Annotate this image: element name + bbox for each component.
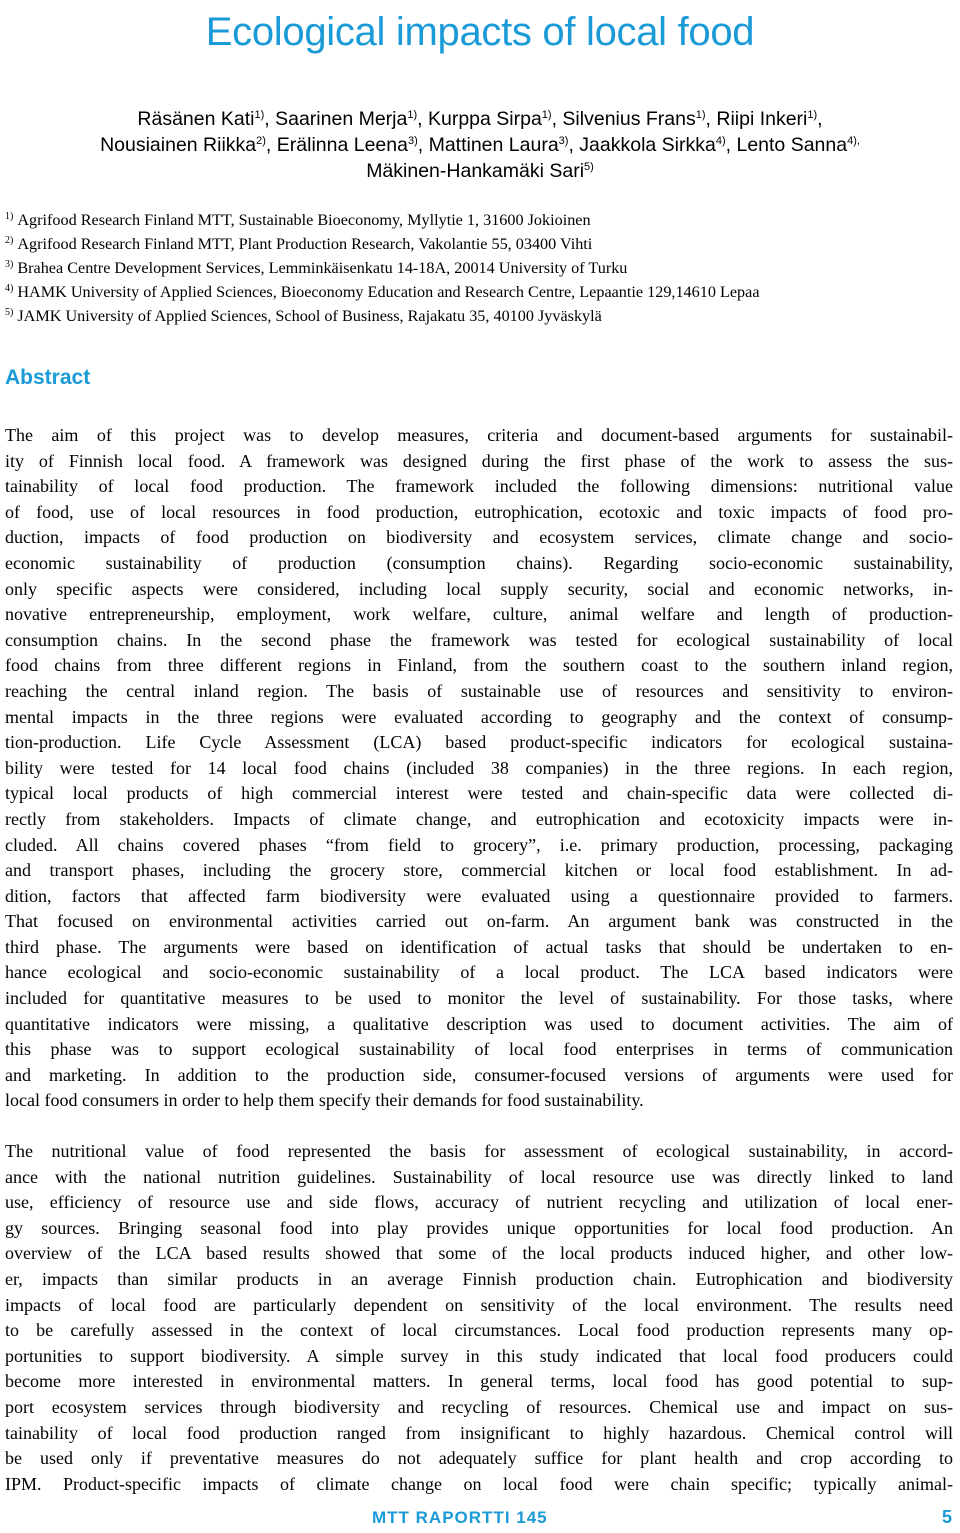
text-line: become more interested in environmental matters. In general terms, local food has good potential to sup- bbox=[5, 1371, 953, 1392]
author-separator: , bbox=[725, 134, 737, 156]
text-line: local food consumers in order to help them specify their demands for food sustainability. bbox=[5, 1090, 644, 1111]
author-line bbox=[0, 132, 960, 158]
footer-publication-title: MTT RAPORTTI 145 bbox=[372, 1508, 548, 1527]
text-line: tion-production. Life Cycle Assessment (LCA) based product-specific indicators for ecological sustaina- bbox=[5, 732, 953, 753]
author-name: Riipi Inkeri bbox=[716, 108, 808, 130]
abstract-paragraph-1 bbox=[5, 423, 953, 1114]
affiliation-number: 3) bbox=[5, 259, 14, 270]
text-line: overview of the LCA based results showed that some of the local products induced higher, and other low- bbox=[5, 1243, 953, 1264]
text-line: to be carefully assessed in the context of local circumstances. Local food production represents many op- bbox=[5, 1320, 953, 1341]
author-affiliation-ref: 1) bbox=[407, 109, 418, 121]
text-line: cluded. All chains covered phases “from field to grocery”, i.e. primary production, processing, packaging bbox=[5, 834, 953, 855]
author-name: Saarinen Merja bbox=[275, 108, 408, 130]
author-name: Räsänen Kati bbox=[137, 108, 255, 130]
affiliation-text: Brahea Centre Development Services, Lemminkäisenkatu 14-18A, 20014 University of Turku bbox=[17, 259, 628, 277]
text-line: bility were tested for 14 local food chains (included 38 companies) in the three regions. In each region, bbox=[5, 757, 953, 778]
author-separator: , bbox=[551, 108, 563, 130]
text-line: IPM. Product-specific impacts of climate change on local food were chain specific; typically animal- bbox=[5, 1473, 953, 1494]
author-line bbox=[0, 106, 960, 132]
author-list bbox=[0, 106, 960, 184]
text-line: The aim of this project was to develop measures, criteria and document-based arguments for sustainabil- bbox=[5, 425, 953, 445]
author-separator: , bbox=[417, 108, 428, 130]
text-line: gy sources. Bringing seasonal food into play provides unique opportunities for local food production. An bbox=[5, 1217, 953, 1238]
text-line: novative entrepreneurship, employment, work welfare, culture, animal welfare and length of production- bbox=[5, 604, 953, 625]
text-line: of food, use of local resources in food production, eutrophication, ecotoxic and toxic impacts of food pro- bbox=[5, 501, 953, 522]
text-line: ance with the national nutrition guidelines. Sustainability of local resource use was directly linked to land bbox=[5, 1166, 953, 1187]
text-line: tainability of local food production ranged from insignificant to highly hazardous. Chemical control will bbox=[5, 1422, 953, 1443]
author-affiliation-ref: 5) bbox=[584, 161, 594, 173]
text-line: use, efficiency of resource use and side flows, accuracy of nutrient recycling and utilization of local ener- bbox=[5, 1192, 953, 1213]
affiliation-item bbox=[5, 280, 955, 304]
text-line: That focused on environmental activities carried out on-farm. An argument bank was constructed in the bbox=[5, 911, 953, 932]
author-line bbox=[0, 158, 960, 184]
author-name: Kurppa Sirpa bbox=[427, 108, 542, 130]
text-line: port ecosystem services through biodiversity and recycling of resources. Chemical use and impact on sus- bbox=[5, 1396, 953, 1417]
author-affiliation-ref: 3) bbox=[558, 135, 569, 147]
affiliation-number: 4) bbox=[5, 283, 14, 294]
text-line: food chains from three different regions in Finland, from the southern coast to the southern inland region, bbox=[5, 655, 953, 676]
affiliation-list bbox=[5, 208, 955, 328]
author-affiliation-ref: 1) bbox=[807, 109, 818, 121]
text-line: consumption chains. In the second phase the framework was tested for ecological sustainability of local bbox=[5, 629, 953, 650]
text-line: included for quantitative measures to be used to monitor the level of sustainability. For those tasks, where bbox=[5, 988, 953, 1009]
text-line: hance ecological and socio-economic sustainability of a local product. The LCA based indicators were bbox=[5, 962, 953, 983]
affiliation-text: Agrifood Research Finland MTT, Sustainable Bioeconomy, Myllytie 1, 31600 Jokioinen bbox=[17, 211, 591, 229]
author-name: Lento Sanna bbox=[736, 134, 848, 156]
author-name: Silvenius Frans bbox=[562, 108, 696, 130]
affiliation-text: Agrifood Research Finland MTT, Plant Production Research, Vakolantie 55, 03400 Vihti bbox=[17, 235, 593, 253]
affiliation-text: JAMK University of Applied Sciences, School of Business, Rajakatu 35, 40100 Jyväskylä bbox=[17, 307, 602, 325]
author-name: Mäkinen-Hankamäki Sari bbox=[366, 160, 585, 182]
author-name: Erälinna Leena bbox=[276, 134, 408, 156]
text-line: typical local products of high commercial interest were tested and chain-specific data were collected di- bbox=[5, 783, 953, 804]
affiliation-item bbox=[5, 256, 955, 280]
author-affiliation-ref: 1) bbox=[254, 109, 265, 121]
text-line: economic sustainability of production (consumption chains). Regarding socio-economic sustainability, bbox=[5, 552, 953, 573]
affiliation-item bbox=[5, 208, 955, 232]
text-line: tainability of local food production. The framework included the following dimensions: nutritional value bbox=[5, 476, 953, 497]
author-separator: , bbox=[417, 134, 429, 156]
abstract-heading: Abstract bbox=[5, 366, 91, 389]
affiliation-number: 1) bbox=[5, 211, 14, 222]
text-line: only specific aspects were considered, including local supply security, social and economic networks, in- bbox=[5, 578, 953, 599]
abstract-paragraph-2 bbox=[5, 1139, 953, 1497]
affiliation-number: 2) bbox=[5, 235, 14, 246]
author-name: Mattinen Laura bbox=[428, 134, 559, 156]
author-affiliation-ref: 2) bbox=[256, 135, 266, 147]
author-affiliation-ref: 4) bbox=[715, 135, 726, 147]
author-separator: , bbox=[265, 134, 277, 156]
text-line: rectly from stakeholders. Impacts of climate change, and eutrophication and ecotoxicity impacts were in- bbox=[5, 808, 953, 829]
text-line: and transport phases, including the grocery store, commercial kitchen or local food establishment. In ad- bbox=[5, 860, 953, 881]
affiliation-item bbox=[5, 304, 955, 328]
text-line: dition, factors that affected farm biodiversity were evaluated using a questionnaire provided to farmers. bbox=[5, 885, 953, 906]
author-separator: , bbox=[817, 108, 823, 130]
text-line: third phase. The arguments were based on identification of actual tasks that should be undertaken to en- bbox=[5, 936, 953, 957]
text-line: reaching the central inland region. The basis of sustainable use of resources and sensitivity to environ- bbox=[5, 680, 953, 701]
text-line: ity of Finnish local food. A framework was designed during the first phase of the work to assess the sus- bbox=[5, 450, 953, 471]
text-line: The nutritional value of food represented the basis for assessment of ecological sustainability, in accord- bbox=[5, 1141, 953, 1161]
text-line: portunities to support biodiversity. A simple survey in this study indicated that local food producers could bbox=[5, 1345, 953, 1366]
author-name: Nousiainen Riikka bbox=[100, 134, 257, 156]
author-separator: , bbox=[705, 108, 717, 130]
text-line: mental impacts in the three regions were evaluated according to geography and the context of consump- bbox=[5, 706, 953, 727]
author-affiliation-ref: 1) bbox=[541, 109, 552, 121]
text-line: er, impacts than similar products in an average Finnish production chain. Eutrophication and biodiversity bbox=[5, 1268, 953, 1289]
text-line: be used only if preventative measures do not adequately suffice for plant health and crop according to bbox=[5, 1448, 953, 1469]
text-line: impacts of local food are particularly dependent on sensitivity of the local environment. The results need bbox=[5, 1294, 953, 1315]
affiliation-text: HAMK University of Applied Sciences, Bioeconomy Education and Research Centre, Lepaantie 129,14610 Lepaa bbox=[17, 283, 760, 301]
text-line: duction, impacts of food production on biodiversity and ecosystem services, climate change and socio- bbox=[5, 527, 953, 548]
author-separator: , bbox=[264, 108, 276, 130]
author-affiliation-ref: 1) bbox=[695, 109, 706, 121]
text-line: and marketing. In addition to the production side, consumer-focused versions of arguments were used for bbox=[5, 1064, 953, 1085]
author-affiliation-ref: 4), bbox=[847, 135, 860, 147]
author-separator: , bbox=[568, 134, 580, 156]
text-line: this phase was to support ecological sustainability of local food enterprises in terms of communication bbox=[5, 1039, 953, 1060]
author-name: Jaakkola Sirkka bbox=[579, 134, 716, 156]
affiliation-item bbox=[5, 232, 955, 256]
page-number: 5 bbox=[941, 1507, 952, 1527]
author-affiliation-ref: 3) bbox=[407, 135, 418, 147]
affiliation-number: 5) bbox=[5, 307, 14, 318]
text-line: quantitative indicators were missing, a qualitative description was used to document activities. The aim of bbox=[5, 1013, 953, 1034]
document-title: Ecological impacts of local food bbox=[205, 10, 755, 54]
